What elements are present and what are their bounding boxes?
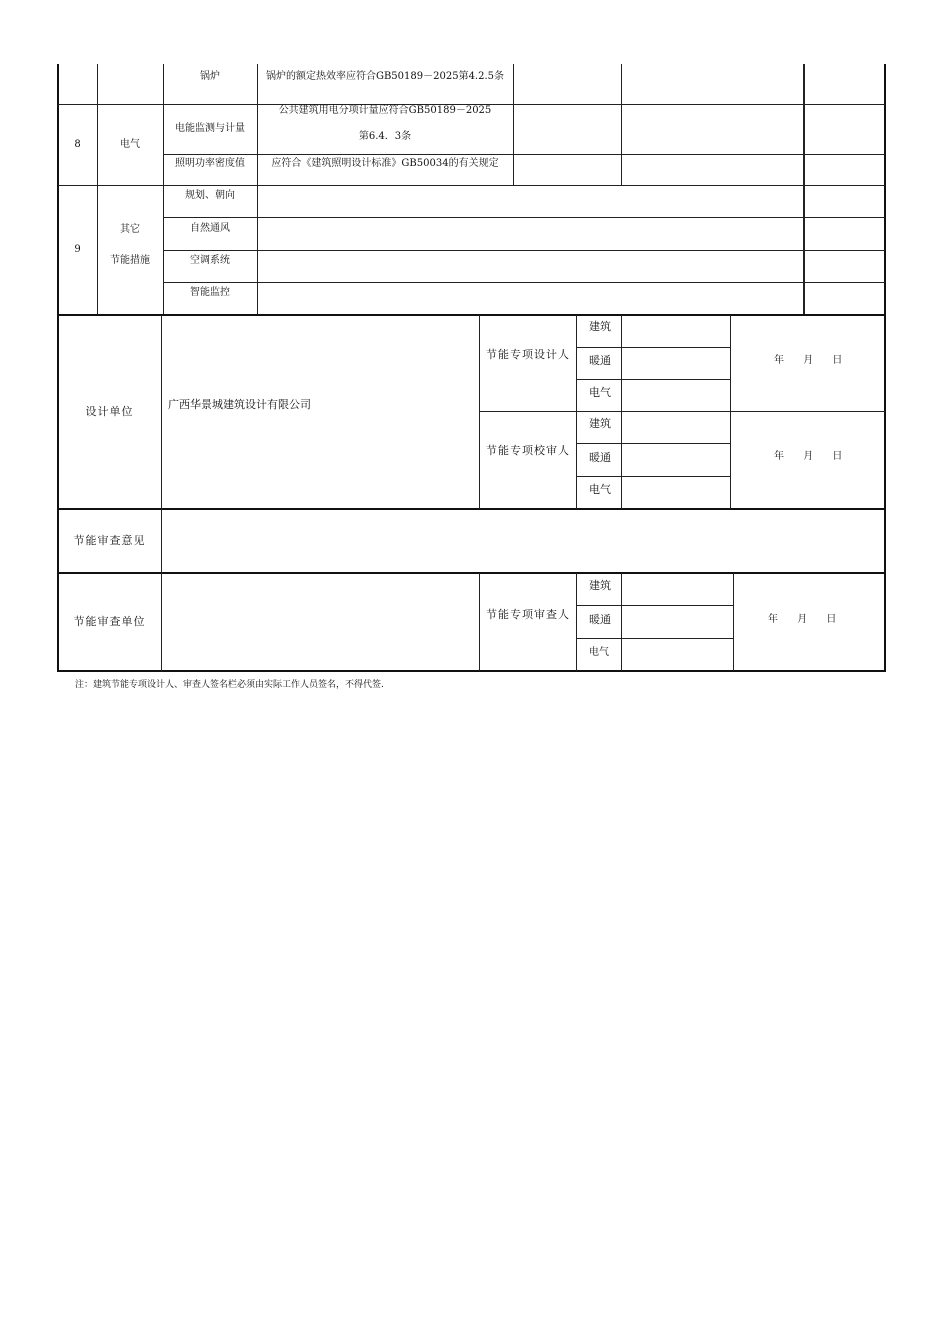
table-divider <box>576 476 730 477</box>
reviewer-discipline-hvac: 暖通 <box>589 613 611 626</box>
date-day: 日 <box>832 355 843 366</box>
cell-lighting-item: 照明功率密度值 <box>175 158 245 169</box>
reviewer-date <box>768 610 836 625</box>
cell-category-electrical: 电气 <box>120 138 140 150</box>
review-unit-value <box>162 574 479 670</box>
date-month: 月 <box>803 451 814 462</box>
designer-label: 节能专项设计人 <box>486 348 570 361</box>
checker-discipline-hvac: 暖通 <box>589 451 611 464</box>
table-divider <box>513 64 514 186</box>
category-other-line1: 其它 <box>120 224 140 235</box>
table-border <box>884 64 886 315</box>
review-opinion-label: 节能审查意见 <box>73 534 146 548</box>
reviewer-label: 节能专项审查人 <box>486 608 570 621</box>
cell-meter-item: 电能监测与计量 <box>175 123 245 134</box>
table-divider <box>576 443 730 444</box>
meter-requirement-line1: 公共建筑用电分项计量应符合GB50189－2025 <box>278 105 492 116</box>
review-opinion-value <box>162 510 884 572</box>
table-divider <box>576 605 733 606</box>
cell-category-other <box>97 220 163 266</box>
cell-lighting-requirement: 应符合《建筑照明设计标准》GB50034的有关规定 <box>271 158 499 169</box>
table-divider <box>621 64 622 186</box>
table-divider <box>97 64 98 314</box>
checker-discipline-architecture: 建筑 <box>589 417 611 430</box>
table-divider <box>163 217 885 218</box>
cell-row-number-8: 8 <box>74 138 81 150</box>
table-border <box>57 670 886 672</box>
meter-requirement-line2: 第6.4．3条 <box>358 131 412 142</box>
review-unit-label: 节能审查单位 <box>73 615 146 629</box>
design-unit-label: 设计单位 <box>85 405 134 419</box>
checker-label: 节能专项校审人 <box>486 444 570 457</box>
checker-discipline-electrical: 电气 <box>589 483 611 496</box>
date-month: 月 <box>797 614 808 625</box>
date-year: 年 <box>768 614 778 625</box>
cell-boiler-item: 锅炉 <box>200 71 220 82</box>
table-divider <box>621 573 622 671</box>
reviewer-discipline-electrical: 电气 <box>589 647 609 658</box>
date-month: 月 <box>803 355 814 366</box>
table-divider <box>733 573 734 671</box>
table-divider <box>803 64 805 314</box>
table-divider <box>479 411 885 412</box>
cell-item-hvac: 空调系统 <box>190 255 230 266</box>
reviewer-discipline-architecture: 建筑 <box>589 579 611 592</box>
cell-meter-requirement <box>257 104 513 144</box>
table-divider <box>163 282 885 283</box>
table-divider <box>479 573 480 671</box>
date-year: 年 <box>774 451 784 462</box>
table-divider <box>163 250 885 251</box>
checker-date <box>774 447 842 462</box>
table-divider <box>576 573 577 671</box>
cell-boiler-requirement: 锅炉的额定热效率应符合GB50189－2025第4.2.5条 <box>265 71 505 82</box>
cell-item-monitoring: 智能监控 <box>190 287 230 298</box>
table-divider <box>730 315 731 509</box>
table-divider <box>576 379 730 380</box>
table-divider <box>257 64 258 314</box>
table-divider <box>576 638 733 639</box>
designer-discipline-hvac: 暖通 <box>589 354 611 367</box>
table-border <box>884 314 886 672</box>
designer-discipline-architecture: 建筑 <box>589 320 611 333</box>
designer-discipline-electrical: 电气 <box>589 386 611 399</box>
cell-item-planning: 规划、朝向 <box>185 190 235 201</box>
date-day: 日 <box>832 451 843 462</box>
cell-item-ventilation: 自然通风 <box>190 223 230 234</box>
category-other-line2: 节能措施 <box>110 255 150 266</box>
date-year: 年 <box>774 355 784 366</box>
table-divider <box>576 347 730 348</box>
table-divider <box>576 315 577 509</box>
designer-date <box>774 351 842 366</box>
date-day: 日 <box>826 614 837 625</box>
cell-row-number-9: 9 <box>74 243 81 255</box>
footnote: 注：建筑节能专项设计人、审查人签名栏必须由实际工作人员签名，不得代签. <box>75 680 384 690</box>
table-divider <box>621 315 622 509</box>
table-divider <box>479 315 480 509</box>
design-unit-value: 广西华景城建筑设计有限公司 <box>168 399 311 412</box>
